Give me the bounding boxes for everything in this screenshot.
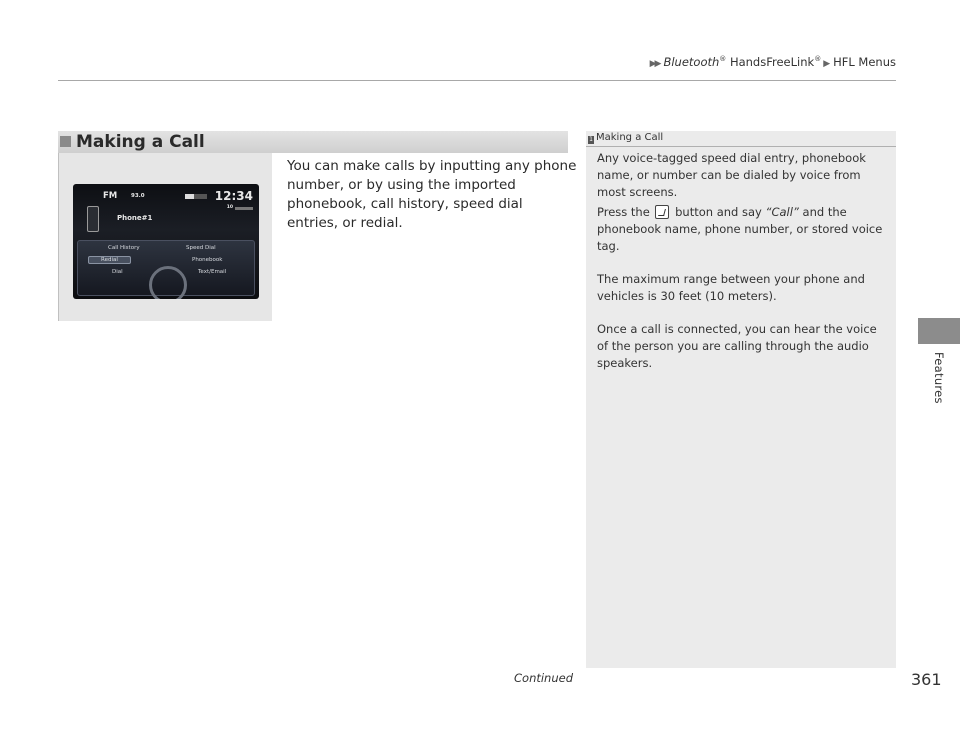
section-title: Making a Call: [76, 132, 205, 152]
audio-display-screenshot: [73, 184, 259, 299]
page-number: 361: [911, 670, 942, 689]
signal-strength-icon: [185, 194, 207, 199]
arrow-icon: ▶: [823, 59, 831, 69]
continued-label: Continued: [514, 671, 574, 685]
sidebar-paragraph: [597, 204, 887, 255]
phone-icon: [87, 206, 99, 232]
sidebar-text: Press the: [597, 205, 654, 219]
volume-bar: [235, 207, 253, 210]
breadcrumb-handsfreelink: HandsFreeLink: [726, 55, 815, 69]
sidebar-text: button and say: [671, 205, 766, 219]
menu-item-dial: Dial: [112, 269, 123, 275]
sidebar-heading-rule: [586, 146, 896, 147]
sidebar-heading-text: Making a Call: [596, 132, 664, 143]
double-arrow-icon: ▶▶: [649, 59, 660, 69]
registered-mark: ®: [719, 55, 727, 64]
display-frequency: 93.0: [131, 193, 145, 199]
breadcrumb-bluetooth: Bluetooth: [663, 55, 720, 69]
sidebar-paragraph: Any voice-tagged speed dial entry, phonebook name, or number can be dialed by voice from most screens.: [597, 151, 866, 199]
registered-mark: ®: [814, 55, 822, 64]
menu-item-text-email: Text/Email: [198, 269, 227, 275]
sidebar-quote: “Call”: [765, 205, 799, 219]
menu-item-redial: Redial: [88, 256, 131, 264]
header-rule: [58, 80, 896, 81]
sidebar-paragraph: The maximum range between your phone and vehicles is 30 feet (10 meters).: [597, 272, 865, 303]
figure-frame: [58, 153, 272, 321]
menu-item-phonebook: Phonebook: [192, 257, 223, 263]
sidebar-note-content: [597, 150, 887, 372]
selector-knob: [149, 266, 187, 299]
display-volume: 10: [226, 205, 233, 210]
display-phone-name: Phone#1: [117, 214, 153, 222]
section-tab: [918, 318, 960, 344]
display-band: FM: [103, 191, 118, 201]
talk-button-icon: [655, 205, 669, 219]
section-heading-bar: [58, 131, 568, 153]
menu-item-speed-dial: Speed Dial: [186, 245, 216, 251]
sidebar-text: and the phonebook name, phone number, or stored voice tag.: [597, 205, 883, 253]
sidebar-note-heading: [586, 131, 898, 145]
body-paragraph: You can make calls by inputting any phone number, or by using the imported phonebook, call history, speed dial entries, or redial.: [287, 158, 577, 231]
note-marker-icon: 1: [589, 136, 593, 143]
display-clock: 12:34: [214, 189, 253, 203]
square-bullet-icon: [60, 136, 71, 147]
section-tab-label: Features: [932, 352, 946, 404]
breadcrumb: [650, 55, 896, 69]
breadcrumb-hfl-menus: HFL Menus: [833, 55, 896, 69]
menu-item-call-history: Call History: [108, 245, 140, 251]
sidebar-paragraph: Once a call is connected, you can hear the voice of the person you are calling through the audio speakers.: [597, 322, 877, 370]
